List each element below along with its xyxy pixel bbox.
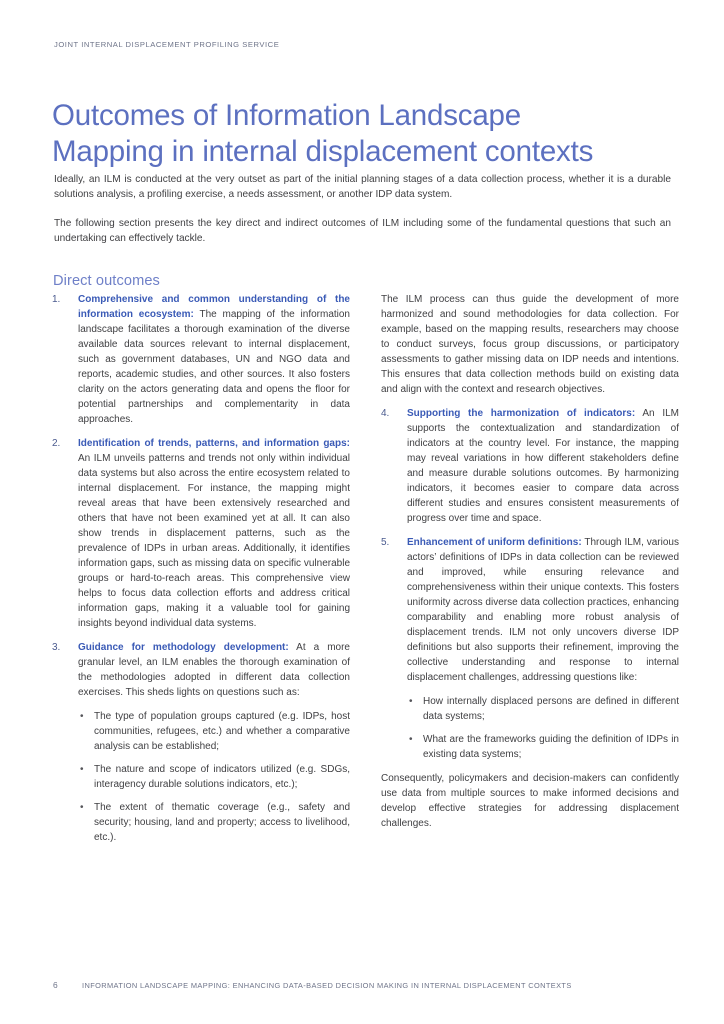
bullet-icon: •: [409, 734, 413, 745]
item-text: [78, 292, 350, 427]
intro-block: [54, 172, 671, 259]
bullet-icon: •: [80, 802, 84, 813]
intro-paragraph-2: The following section presents the key direct and indirect outcomes of ILM including some of the fundamental questions that such an undertaking can effectively tackle.: [54, 217, 671, 244]
item-number: 5.: [381, 537, 390, 548]
bullet-icon: •: [80, 711, 84, 722]
bullet-icon: •: [80, 764, 84, 775]
item-run-in-heading: Comprehensive and common understanding of the information ecosystem:: [78, 294, 350, 320]
item-body-text: The mapping of the information landscape facilitates a thorough examination of the diverse available data sources relevant to internal displacement, such as government databases, UN and NGO data and reports, academic studies, and other sources. It also fosters clarity on the actors generating data and opens the floor for potential partnerships and complementarity in data approaches.: [78, 309, 350, 425]
list-item: [407, 732, 679, 762]
item-number: 4.: [381, 408, 390, 419]
intro-paragraph-1: Ideally, an ILM is conducted at the very outset as part of the initial planning stages of a data collection process, whether it is a durable solutions analysis, a profiling exercise, a needs assessment, or another IDP data system.: [54, 174, 671, 201]
right-bullet-list: [407, 694, 679, 762]
item-body-text: An ILM supports the contextualization and standardization of indicators at the country level. For instance, the mapping may reveal variations in how different stakeholders define and measure durable solutions outcomes. By harmonizing indicators, it becomes easier to compare data across different studies and ensures consistent measurements of progress over time and space.: [407, 408, 679, 524]
page-title: [52, 98, 692, 170]
item-body-text: An ILM unveils patterns and trends not only within individual data systems but also across the entire ecosystem related to internal displacement. For instance, the mapping might reveal areas that have been extensively researched and others that have not been examined yet at all. It can also show trends in displacement patterns, such as the prevalence of IDPs in urban areas. Additionally, it identifies information gaps, such as missing data on specific vulnerable groups or hard-to-reach areas. This comprehensive view helps to focus data collection efforts and address critical information gaps, making it a valuable tool for gaining insights beyond individual data systems.: [78, 453, 350, 629]
item-text: [78, 436, 350, 631]
item-text: [407, 406, 679, 526]
numbered-item-2: [52, 436, 350, 631]
section-heading-direct-outcomes: Direct outcomes: [53, 273, 160, 290]
item-run-in-heading: Enhancement of uniform definitions:: [407, 537, 582, 548]
item-body-text: Through ILM, various actors’ definitions of IDPs in data collection can be reviewed and improved, while ensuring relevance and comprehensiveness within their unique contexts. This fosters uniformity across diverse data collection practices, enhancing comparability and enabling more robust analysis of displacement trends. ILM not only uncovers diverse IDP definitions but also supports their refinement, improving the collective understanding and response to internal displacement challenges, addressing questions like:: [407, 537, 679, 683]
right-column: [381, 292, 679, 840]
page-footer: [0, 980, 724, 994]
numbered-item-1: [52, 292, 350, 427]
bullet-icon: •: [409, 696, 413, 707]
list-item-text: How internally displaced persons are defined in different data systems;: [423, 696, 679, 722]
footer-page-number: 6: [53, 980, 58, 990]
page-title-line-2: Mapping in internal displacement contexts: [52, 134, 594, 168]
numbered-item-3: [52, 640, 350, 700]
list-item: [78, 800, 350, 845]
item-number: 1.: [52, 294, 61, 305]
item-body-text: At a more granular level, an ILM enables the thorough examination of the methodologies adopted in different data collection exercises. This sheds lights on questions such as:: [78, 642, 350, 698]
item-run-in-heading: Identification of trends, patterns, and information gaps:: [78, 438, 350, 449]
list-item: [78, 762, 350, 792]
item-run-in-heading: Supporting the harmonization of indicators:: [407, 408, 636, 419]
list-item: [78, 709, 350, 754]
numbered-item-5: [381, 535, 679, 685]
item-text: [78, 640, 350, 700]
page-title-line-1: Outcomes of Information Landscape: [52, 98, 521, 132]
left-column: [52, 292, 350, 854]
item-number: 2.: [52, 438, 61, 449]
right-lead-paragraph: The ILM process can thus guide the development of more harmonized and sound methodologies for data collection. For example, based on the mapping results, researchers may choose to conduct surveys, focus group discussions, or participatory assessments to gather missing data on IDP needs and intentions. This ensures that data collection methods build on existing data and align with the context and research objectives.: [381, 294, 679, 395]
list-item-text: The nature and scope of indicators utilized (e.g. SDGs, interagency durable solutions indicators, etc.);: [94, 764, 350, 790]
numbered-item-4: [381, 406, 679, 526]
item-number: 3.: [52, 642, 61, 653]
item-text: [407, 535, 679, 685]
list-item: [407, 694, 679, 724]
two-column-body: [0, 292, 724, 952]
footer-document-title: INFORMATION LANDSCAPE MAPPING: ENHANCING DATA-BASED DECISION MAKING IN INTERNAL DISPLACEMENT CONTEXTS: [82, 981, 572, 990]
list-item-text: The extent of thematic coverage (e.g., safety and security; housing, land and property; access to livelihood, etc.).: [94, 802, 350, 843]
list-item-text: What are the frameworks guiding the definition of IDPs in existing data systems;: [423, 734, 679, 760]
list-item-text: The type of population groups captured (e.g. IDPs, host communities, refugees, etc.) and whether a comparative analysis can be established;: [94, 711, 350, 752]
item-run-in-heading: Guidance for methodology development:: [78, 642, 289, 653]
left-bullet-list: [78, 709, 350, 845]
document-kicker: JOINT INTERNAL DISPLACEMENT PROFILING SERVICE: [54, 40, 280, 49]
right-closing-paragraph: Consequently, policymakers and decision-makers can confidently use data from multiple sources to make informed decisions and develop effective strategies for addressing displacement challenges.: [381, 773, 679, 829]
